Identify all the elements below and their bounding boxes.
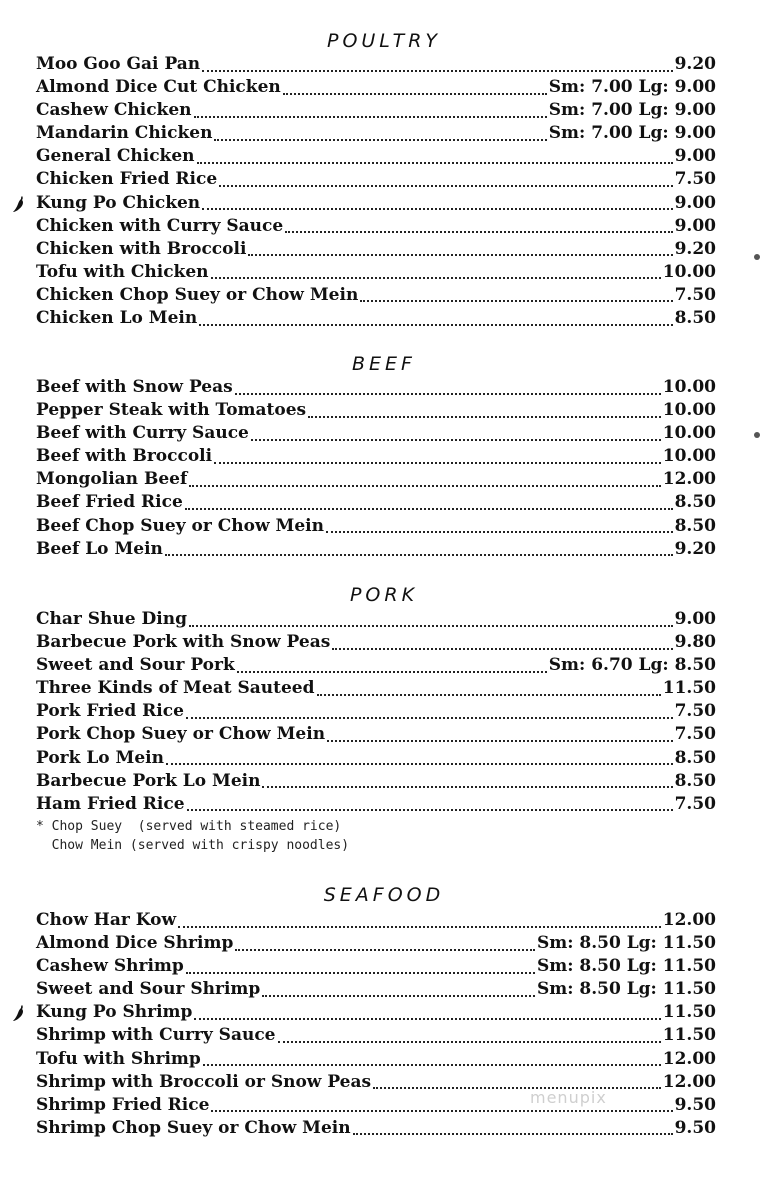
section-heading-seafood: SEAFOOD bbox=[323, 884, 445, 906]
dot-leader bbox=[185, 508, 673, 510]
menu-item-name: Beef Lo Mein bbox=[36, 538, 163, 559]
menu-item-name: Chicken Chop Suey or Chow Mein bbox=[36, 284, 359, 305]
menu-item-price: 8.50 bbox=[674, 747, 716, 768]
menu-item-price: 7.50 bbox=[674, 701, 716, 722]
menu-item bbox=[36, 145, 716, 168]
menu-item-price: 12.00 bbox=[662, 1071, 716, 1092]
menu-item-price: 9.00 bbox=[674, 192, 716, 213]
menu-item-price: 8.50 bbox=[674, 308, 716, 329]
menu-item-name: Sweet and Sour Pork bbox=[36, 655, 235, 676]
menu-item bbox=[36, 422, 716, 445]
section-list-beef bbox=[36, 376, 716, 561]
menu-item-price: 9.80 bbox=[674, 632, 716, 653]
menu-item-name: Barbecue Pork with Snow Peas bbox=[36, 632, 331, 653]
dot-leader bbox=[373, 1087, 661, 1089]
menu-item-name: Chow Har Kow bbox=[36, 910, 177, 930]
menu-item-price: 7.50 bbox=[674, 724, 716, 745]
menu-item bbox=[36, 909, 716, 932]
menu-item-name: Mongolian Beef bbox=[36, 469, 188, 490]
menu-item bbox=[36, 168, 716, 191]
dot-leader bbox=[248, 254, 672, 256]
dot-leader bbox=[186, 972, 535, 974]
menu-item-name: Beef with Broccoli bbox=[36, 446, 213, 467]
menu-item-name: Beef with Curry Sauce bbox=[36, 423, 249, 444]
menu-item bbox=[36, 53, 716, 76]
menu-item-name: Ham Fried Rice bbox=[36, 793, 185, 814]
menu-item-price: 11.50 bbox=[662, 1002, 716, 1023]
menu-item-name: Shrimp Chop Suey or Chow Mein bbox=[36, 1117, 351, 1138]
menu-item-name: Chicken Lo Mein bbox=[36, 308, 198, 329]
menu-item-price: 9.20 bbox=[674, 54, 716, 74]
menu-item-name: Beef with Snow Peas bbox=[36, 377, 233, 397]
dot-leader bbox=[283, 93, 547, 95]
dot-leader bbox=[187, 809, 673, 811]
menu-item-name: Beef Chop Suey or Chow Mein bbox=[36, 515, 324, 536]
menu-item-price: 8.50 bbox=[674, 492, 716, 513]
menu-item bbox=[36, 538, 716, 561]
menu-item bbox=[36, 307, 716, 330]
menu-item bbox=[36, 1048, 716, 1071]
menu-item-price: 9.00 bbox=[674, 215, 716, 236]
dot-leader bbox=[327, 740, 673, 742]
menu-item-price: Sm: 8.50 Lg: 11.50 bbox=[536, 933, 716, 954]
dot-leader bbox=[199, 324, 672, 326]
dot-leader bbox=[235, 949, 535, 951]
menu-item-name: Shrimp with Broccoli or Snow Peas bbox=[36, 1071, 372, 1092]
menu-item bbox=[36, 631, 716, 654]
dot-leader bbox=[203, 1064, 661, 1066]
menu-item-name: Char Shue Ding bbox=[36, 609, 187, 629]
menu-item-price: 10.00 bbox=[662, 261, 716, 282]
section-heading-poultry: POULTRY bbox=[326, 30, 442, 52]
section-list-pork bbox=[36, 608, 716, 816]
menu-item bbox=[36, 608, 716, 631]
menu-item-price: 12.00 bbox=[662, 910, 716, 930]
menu-item bbox=[36, 955, 716, 978]
menu-item-name: Tofu with Shrimp bbox=[36, 1048, 201, 1069]
note-line: * Chop Suey (served with steamed rice) bbox=[36, 819, 342, 834]
menu-item bbox=[36, 770, 716, 793]
menu-item-price: Sm: 7.00 Lg: 9.00 bbox=[548, 123, 716, 144]
watermark: menupix bbox=[530, 1088, 607, 1107]
dot-leader bbox=[189, 625, 673, 627]
menu-item bbox=[36, 747, 716, 770]
dot-leader bbox=[197, 162, 673, 164]
dot-leader bbox=[317, 694, 661, 696]
menu-item-name: Almond Dice Shrimp bbox=[36, 933, 234, 954]
dot-leader bbox=[178, 926, 661, 928]
menu-item bbox=[36, 215, 716, 238]
menu-item bbox=[36, 723, 716, 746]
menu-item bbox=[36, 1001, 716, 1024]
dot-leader bbox=[189, 485, 661, 487]
dot-leader bbox=[194, 1018, 660, 1020]
section-heading-beef: BEEF bbox=[352, 353, 416, 375]
scan-speck bbox=[754, 432, 760, 438]
menu-item-price: 11.50 bbox=[662, 1025, 716, 1046]
dot-leader bbox=[202, 70, 672, 72]
menu-item bbox=[36, 700, 716, 723]
menu-item-price: Sm: 7.00 Lg: 9.00 bbox=[548, 100, 716, 121]
menu-item-name: Cashew Chicken bbox=[36, 100, 192, 121]
dot-leader bbox=[251, 439, 661, 441]
dot-leader bbox=[285, 231, 672, 233]
dot-leader bbox=[214, 139, 546, 141]
menu-item-name: Mandarin Chicken bbox=[36, 123, 213, 144]
menu-item-name: Tofu with Chicken bbox=[36, 261, 209, 282]
menu-item bbox=[36, 192, 716, 215]
menu-item-price: 9.20 bbox=[674, 238, 716, 259]
menu-item-name: Barbecue Pork Lo Mein bbox=[36, 770, 261, 791]
menu-item bbox=[36, 1094, 716, 1117]
menu-item bbox=[36, 491, 716, 514]
note-line: Chow Mein (served with crispy noodles) bbox=[36, 838, 350, 853]
dot-leader bbox=[262, 786, 672, 788]
menu-item-price: Sm: 8.50 Lg: 11.50 bbox=[536, 979, 716, 1000]
dot-leader bbox=[278, 1041, 661, 1043]
dot-leader bbox=[235, 393, 661, 395]
dot-leader bbox=[326, 531, 673, 533]
dot-leader bbox=[165, 554, 673, 556]
menu-item-price: 12.00 bbox=[662, 469, 716, 490]
menu-item-price: 8.50 bbox=[674, 770, 716, 791]
dot-leader bbox=[262, 995, 535, 997]
menu-item-name: Kung Po Shrimp bbox=[36, 1002, 193, 1023]
menu-item-price: 11.50 bbox=[662, 678, 716, 699]
menu-item-name: Three Kinds of Meat Sauteed bbox=[36, 678, 315, 699]
menu-item bbox=[36, 99, 716, 122]
menu-item-price: 9.50 bbox=[674, 1094, 716, 1115]
menu-item-name: Pork Fried Rice bbox=[36, 701, 184, 722]
menu-item bbox=[36, 284, 716, 307]
menu-item bbox=[36, 793, 716, 816]
dot-leader bbox=[308, 416, 661, 418]
dot-leader bbox=[166, 763, 673, 765]
menu-item bbox=[36, 1071, 716, 1094]
menu-item-price: Sm: 8.50 Lg: 11.50 bbox=[536, 956, 716, 977]
section-list-poultry bbox=[36, 53, 716, 330]
menu-item-price: Sm: 7.00 Lg: 9.00 bbox=[548, 77, 716, 98]
menu-item-price: 9.00 bbox=[674, 146, 716, 167]
dot-leader bbox=[332, 648, 672, 650]
dot-leader bbox=[353, 1133, 673, 1135]
menu-item-name: Beef Fried Rice bbox=[36, 492, 183, 513]
menu-item-name: Kung Po Chicken bbox=[36, 192, 201, 213]
menu-item bbox=[36, 261, 716, 284]
menu-item bbox=[36, 515, 716, 538]
menu-item-name: Chicken with Broccoli bbox=[36, 238, 247, 259]
menu-item bbox=[36, 376, 716, 399]
dot-leader bbox=[194, 116, 547, 118]
dot-leader bbox=[202, 208, 672, 210]
menu-item bbox=[36, 122, 716, 145]
menu-item-name: Pork Lo Mein bbox=[36, 747, 164, 768]
menu-item-price: 9.00 bbox=[674, 609, 716, 629]
menu-item-price: 10.00 bbox=[662, 377, 716, 397]
menu-item-name: Shrimp Fried Rice bbox=[36, 1094, 210, 1115]
menu-item bbox=[36, 445, 716, 468]
menu-item-name: Moo Goo Gai Pan bbox=[36, 54, 201, 74]
menu-item bbox=[36, 238, 716, 261]
menu-item-name: Chicken Fried Rice bbox=[36, 169, 218, 190]
menu-item-name: Sweet and Sour Shrimp bbox=[36, 979, 261, 1000]
menu-item-price: 7.50 bbox=[674, 284, 716, 305]
menu-item-name: Chicken with Curry Sauce bbox=[36, 215, 284, 236]
menu-item bbox=[36, 399, 716, 422]
menu-item-name: Almond Dice Cut Chicken bbox=[36, 77, 281, 98]
menu-item-name: Shrimp with Curry Sauce bbox=[36, 1025, 276, 1046]
chili-pepper-icon bbox=[12, 1004, 26, 1022]
menu-item-price: 9.50 bbox=[674, 1117, 716, 1138]
dot-leader bbox=[211, 277, 661, 279]
menu-item-price: 8.50 bbox=[674, 515, 716, 536]
menu-item-price: 12.00 bbox=[662, 1048, 716, 1069]
section-heading-pork: PORK bbox=[349, 584, 419, 606]
chili-pepper-icon bbox=[12, 195, 26, 213]
menu-item-price: 10.00 bbox=[662, 446, 716, 467]
menu-item-price: 7.50 bbox=[674, 793, 716, 814]
scan-speck bbox=[754, 254, 760, 260]
menu-item-name: Pepper Steak with Tomatoes bbox=[36, 400, 307, 421]
dot-leader bbox=[219, 185, 672, 187]
menu-item bbox=[36, 978, 716, 1001]
dot-leader bbox=[211, 1110, 672, 1112]
section-list-seafood bbox=[36, 909, 716, 1140]
dot-leader bbox=[360, 300, 672, 302]
menu-item-price: 7.50 bbox=[674, 169, 716, 190]
menu-item bbox=[36, 1024, 716, 1047]
dot-leader bbox=[237, 671, 547, 673]
pork-notes bbox=[36, 817, 536, 855]
dot-leader bbox=[186, 717, 673, 719]
menu-item bbox=[36, 76, 716, 99]
menu-item bbox=[36, 932, 716, 955]
menu-item bbox=[36, 654, 716, 677]
menu-item-name: Cashew Shrimp bbox=[36, 956, 184, 977]
menu-item-price: 9.20 bbox=[674, 538, 716, 559]
menu-item-price: 10.00 bbox=[662, 400, 716, 421]
menu-item-price: Sm: 6.70 Lg: 8.50 bbox=[548, 655, 716, 676]
menu-item-name: General Chicken bbox=[36, 146, 195, 167]
menu-item bbox=[36, 1117, 716, 1140]
menu-item-price: 10.00 bbox=[662, 423, 716, 444]
menu-item bbox=[36, 677, 716, 700]
dot-leader bbox=[214, 462, 661, 464]
menu-item bbox=[36, 468, 716, 491]
menu-item-name: Pork Chop Suey or Chow Mein bbox=[36, 724, 326, 745]
